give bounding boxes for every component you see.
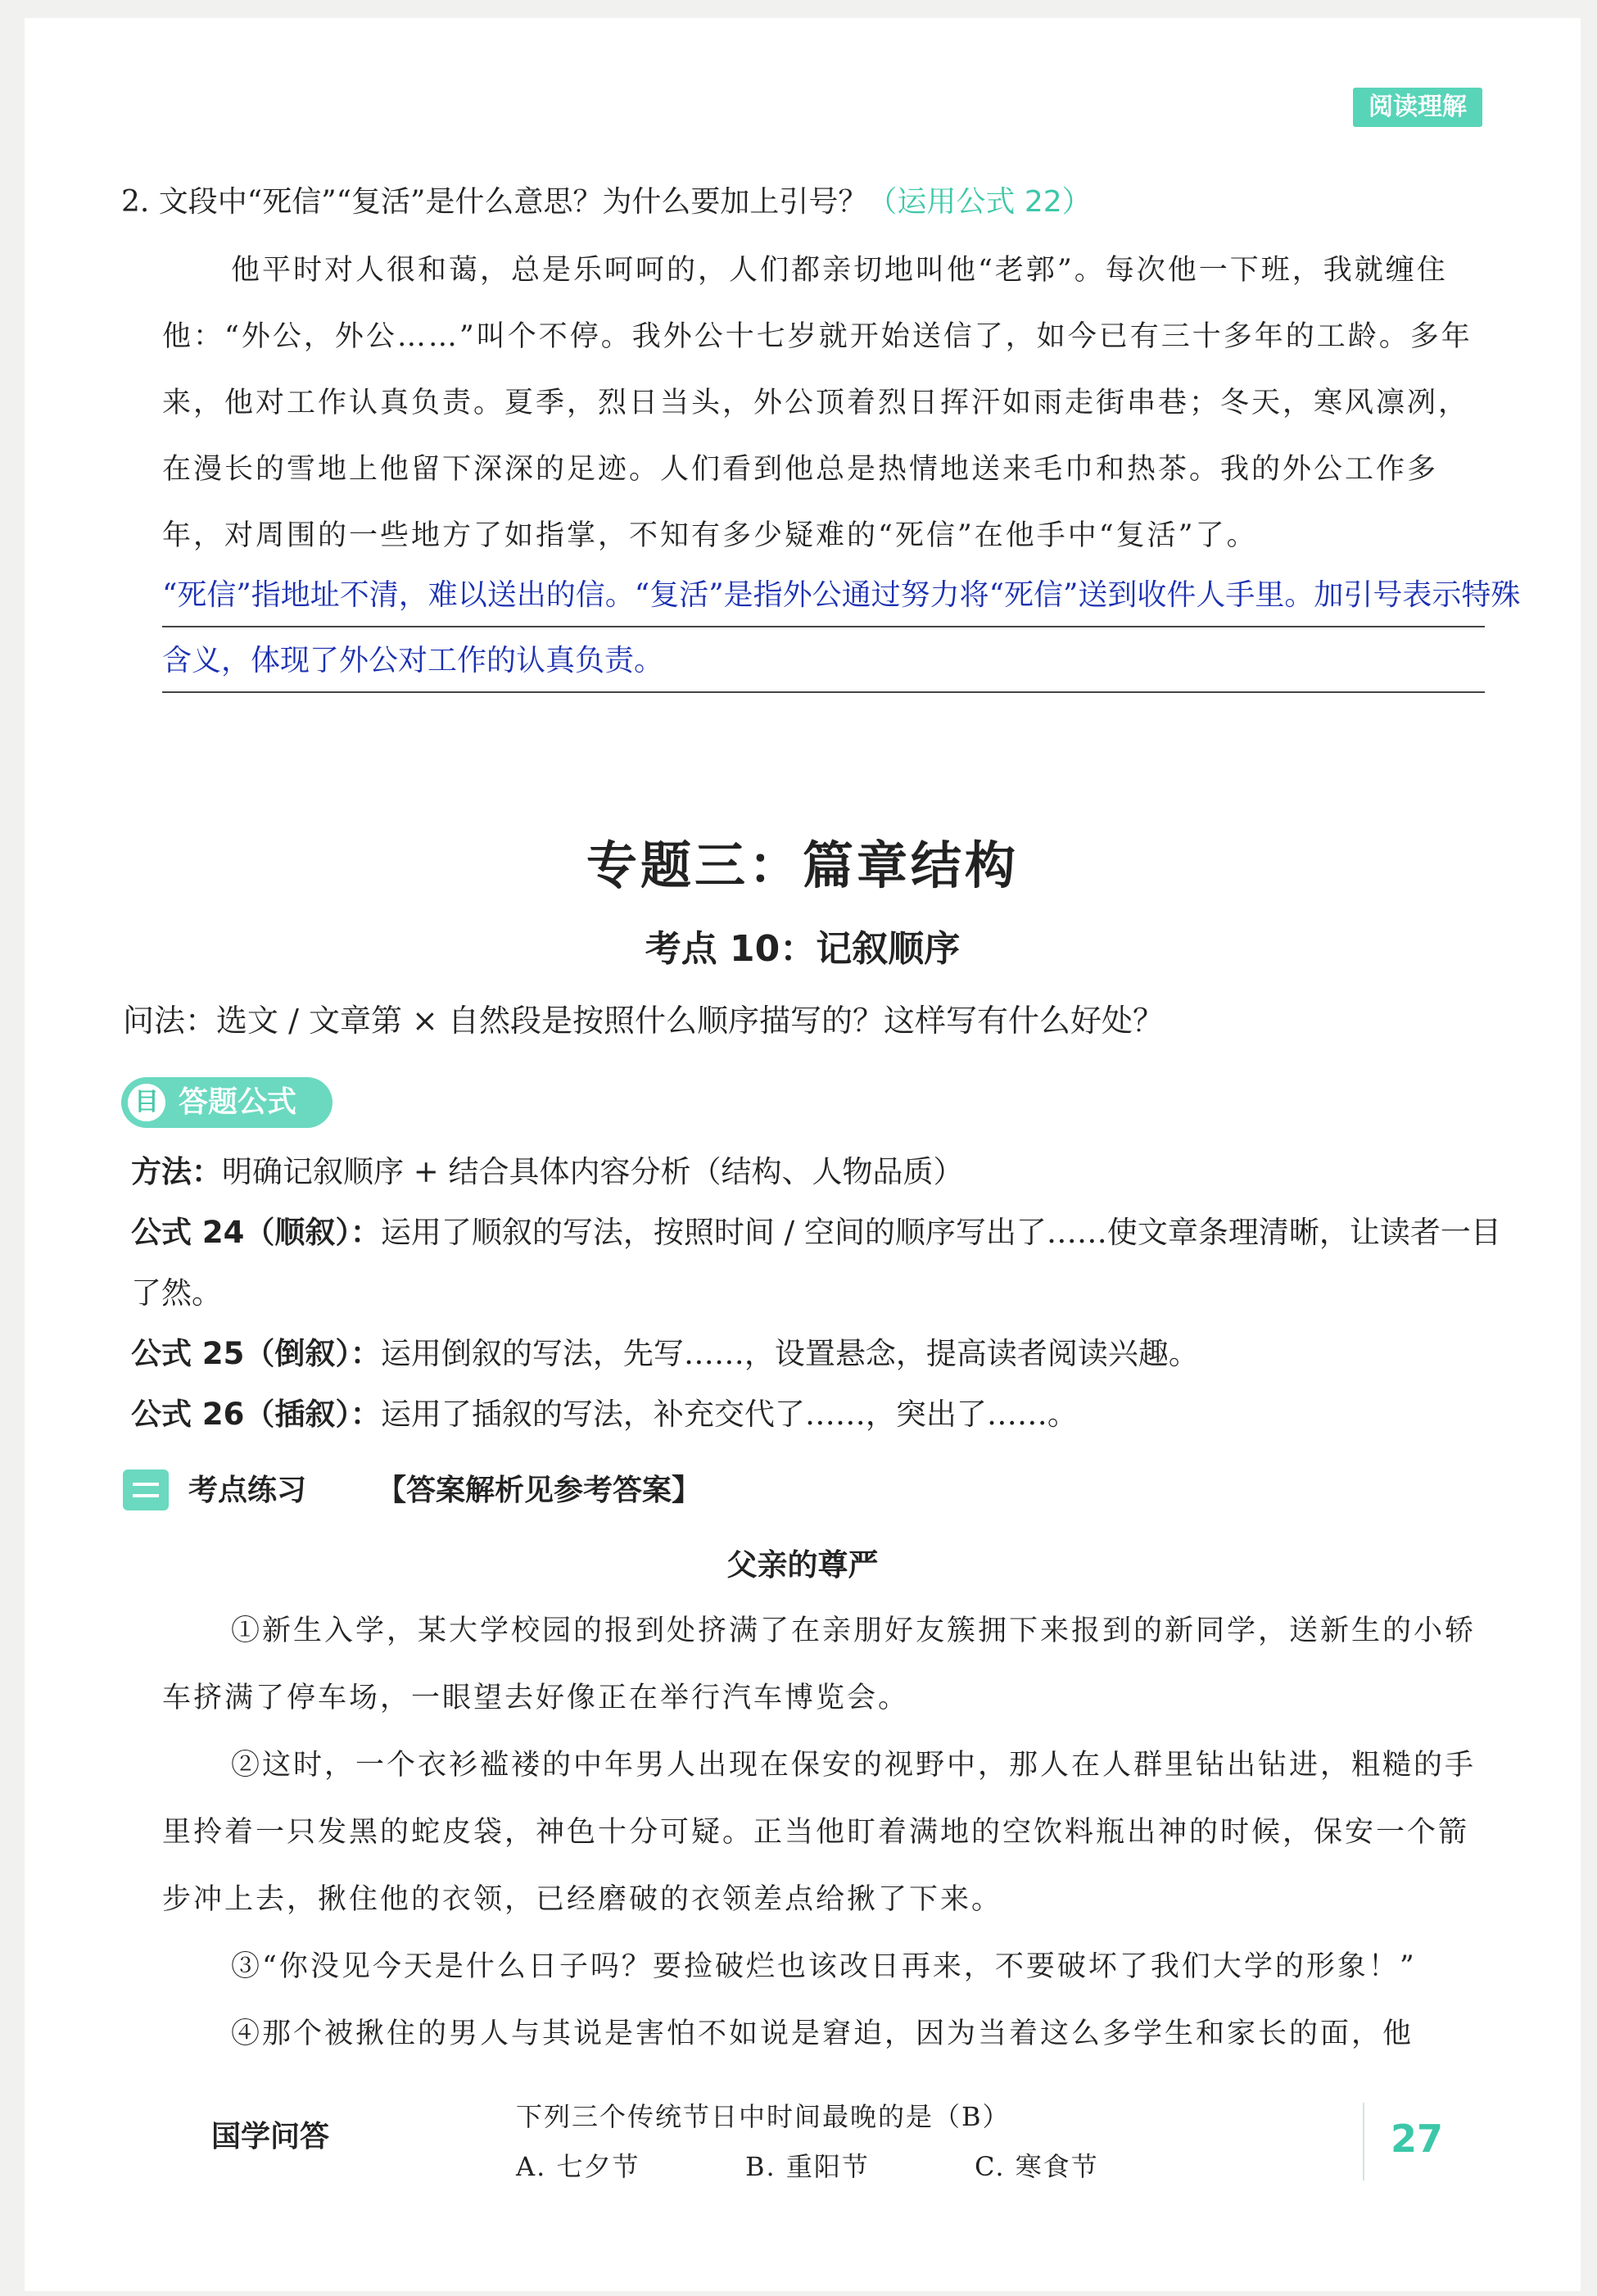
question-style: 问法：选文 / 文章第 × 自然段是按照什么顺序描写的？这样写有什么好处？	[123, 1003, 1164, 1039]
footer-option: B. 重阳节	[745, 2151, 870, 2182]
formula-badge	[121, 1077, 333, 1128]
formula-25-label: 公式 25（倒叙）：	[131, 1336, 381, 1371]
footer-divider	[1363, 2103, 1364, 2181]
formula-24-text: 运用了顺叙的写法，按照时间 / 空间的顺序写出了……使文章条理清晰，让读者一目了然。	[131, 1215, 1501, 1311]
practice-label: 考点练习	[188, 1474, 307, 1507]
formula-26	[131, 1384, 1507, 1445]
reading-passage: 他平时对人很和蔼，总是乐呵呵的，人们都亲切地叫他“老郭”。每次他一下班，我就缠住他：“外公，外公……”叫个不停。我外公十七岁就开始送信了，如今已有三十多年的工龄。多年来，他对工作认真负责。夏季，烈日当头，外公顶着烈日挥汗如雨走街串巷；冬天，寒风凛冽，在漫长的雪地上他留下深深的足迹。人们看到他总是热情地送来毛巾和热茶。我的外公工作多年，对周围的一些地方了如指掌，不知有多少疑难的“死信”在他手中“复活”了。	[162, 254, 1473, 552]
footer-option: A. 七夕节	[516, 2151, 640, 2182]
formula-26-label: 公式 26（插叙）：	[131, 1397, 381, 1432]
essay-paragraph: ③“你没见今天是什么日子吗？要捡破烂也该改日再来，不要破坏了我们大学的形象！”	[231, 1950, 1417, 1983]
handwritten-answer: “死信”指地址不清，难以送出的信。“复活”是指外公通过努力将“死信”送到收件人手里。加引号表示特殊含义，体现了外公对工作的认真负责。	[162, 578, 1521, 677]
question-2	[121, 179, 1092, 220]
formula-26-text: 运用了插叙的写法，补充交代了……，突出了……。	[380, 1397, 1078, 1432]
question-2-formula-ref: （运用公式 22）	[867, 185, 1092, 219]
essay-title: 父亲的尊严	[726, 1547, 879, 1583]
method-label: 方法：	[131, 1154, 222, 1189]
method-text: 明确记叙顺序 + 结合具体内容分析（结构、人物品质）	[222, 1154, 964, 1189]
footer-label: 国学问答	[211, 2120, 330, 2153]
formula-24	[131, 1202, 1507, 1324]
footer-question: 下列三个传统节日中时间最晚的是（B）	[516, 2101, 1011, 2132]
section-subtitle: 考点 10：记叙顺序	[645, 928, 961, 970]
formula-24-label: 公式 24（顺叙）：	[131, 1215, 381, 1250]
page-number: 27	[1391, 2117, 1444, 2161]
essay-paragraph: ②这时，一个衣衫褴褛的中年男人出现在保安的视野中，那人在人群里钻出钻进，粗糙的手里拎着一只发黑的蛇皮袋，神色十分可疑。正当他盯着满地的空饮料瓶出神的时候，保安一个箭步冲上去，揪住他的衣领，已经磨破的衣领差点给揪了下来。	[162, 1749, 1477, 1916]
workbook-page	[25, 18, 1581, 2291]
formula-list	[131, 1142, 1507, 1445]
section-title: 专题三：篇章结构	[586, 836, 1019, 895]
formula-25-text: 运用倒叙的写法，先写……，设置悬念，提高读者阅读兴趣。	[380, 1336, 1199, 1371]
formula-badge-label: 答题公式	[179, 1085, 297, 1119]
list-icon: 目	[128, 1084, 165, 1121]
essay-paragraph: ④那个被揪住的男人与其说是害怕不如说是窘迫，因为当着这么多学生和家长的面，他	[231, 2017, 1414, 2050]
answer-line-1	[162, 626, 1485, 627]
question-2-text: 2. 文段中“死信”“复活”是什么意思？为什么要加上引号？	[121, 185, 868, 219]
essay-paragraph: ①新生入学，某大学校园的报到处挤满了在亲朋好友簇拥下来报到的新同学，送新生的小轿车挤满了停车场，一眼望去好像正在举行汽车博览会。	[162, 1614, 1477, 1714]
notebook-icon	[123, 1470, 169, 1510]
answer-line-2	[162, 691, 1485, 693]
practice-note: 【答案解析见参考答案】	[377, 1474, 702, 1507]
method-line	[131, 1142, 1507, 1202]
formula-25	[131, 1324, 1507, 1384]
footer-options	[516, 2146, 1335, 2184]
essay-body	[162, 1597, 1491, 2067]
footer-option: C. 寒食节	[975, 2151, 1099, 2182]
section-tag: 阅读理解	[1353, 88, 1482, 127]
